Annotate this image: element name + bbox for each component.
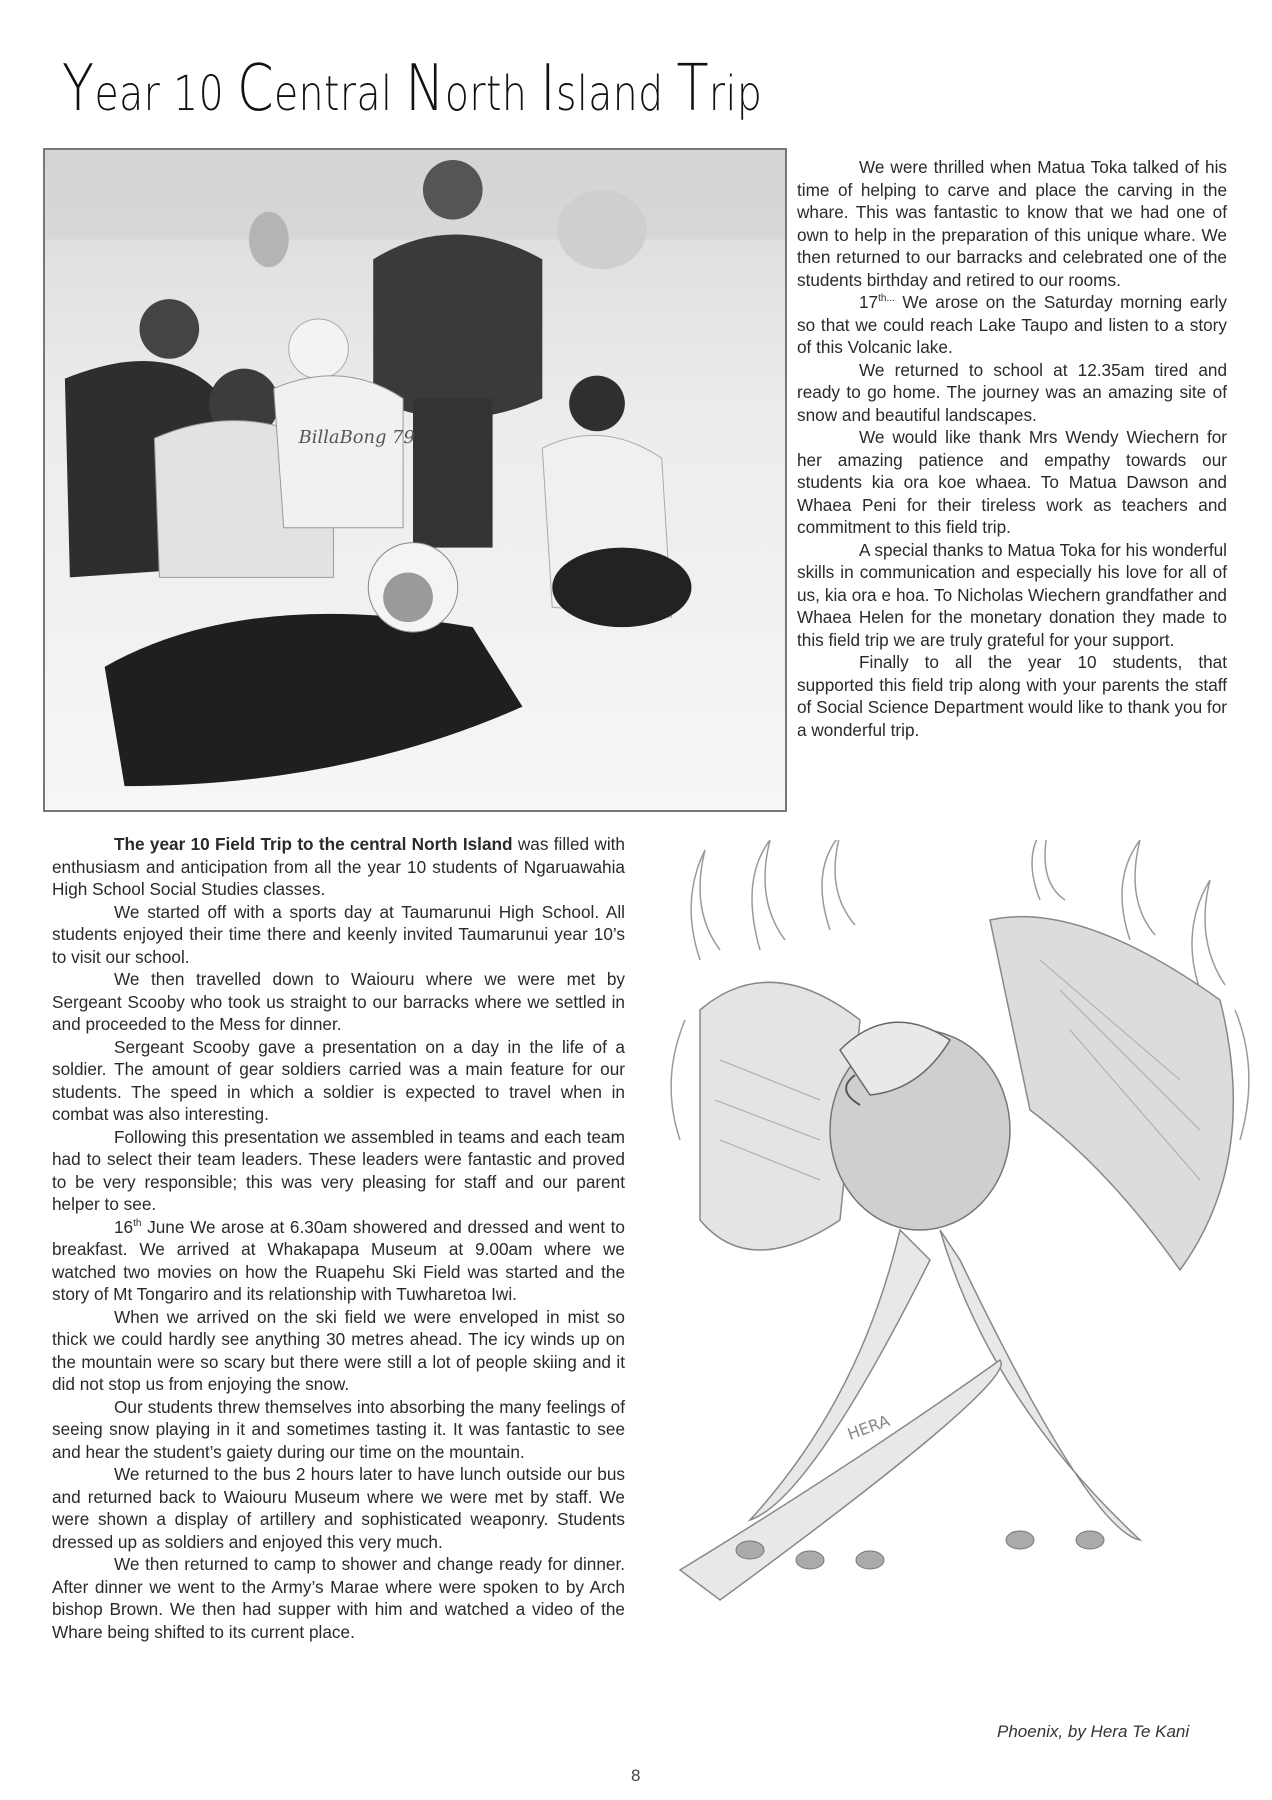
group-photo-snow bbox=[43, 148, 787, 812]
paragraph: We then returned to camp to shower and change ready for dinner. After dinner we went to the Army’s Marae where were spoken to by Arch bishop Brown. We then had supper with him and watched a video of the Whare being shifted to its current place. bbox=[52, 1554, 625, 1642]
paragraph: We returned to school at 12.35am tired and ready to go home. The journey was an amazing site of snow and beautiful landscapes. bbox=[797, 359, 1227, 425]
day-suffix: th... bbox=[878, 293, 895, 304]
paragraph bbox=[52, 833, 625, 901]
day-suffix: th bbox=[133, 1217, 142, 1229]
paragraph bbox=[797, 291, 1227, 359]
day-number: 16 bbox=[114, 1216, 134, 1237]
paragraph: We then travelled down to Waiouru where we were met by Sergeant Scooby who took us straight to our barracks where we settled in and proceeded to the Mess for dinner. bbox=[52, 969, 625, 1034]
paragraph: Following this presentation we assembled in teams and each team had to select their team leaders. These leaders were fantastic and proved to be very responsible; this was very pleasing for staff and our parent helper to see. bbox=[52, 1126, 625, 1214]
page-number: 8 bbox=[631, 1766, 641, 1785]
drawing-caption: Phoenix, by Hera Te Kani bbox=[997, 1722, 1190, 1741]
right-column-text bbox=[797, 156, 1227, 741]
title-part: ear 10 bbox=[94, 66, 237, 122]
phoenix-drawing bbox=[660, 840, 1260, 1690]
title-part: entral bbox=[274, 66, 406, 122]
title-part: N bbox=[405, 52, 445, 126]
title-part: Y bbox=[62, 52, 95, 126]
drawing-signature: HERA bbox=[844, 1411, 893, 1444]
title-part: C bbox=[236, 52, 275, 126]
title-part: sland bbox=[555, 66, 677, 122]
paragraph: We were thrilled when Matua Toka talked of his time of helping to carve and place the carving in the whare. This was fantastic to know that we had one of own to help in the preparation of this unique whare. We then returned to our barracks and celebrated one of the students birthday and retired to our rooms. bbox=[797, 157, 1227, 290]
paragraph: When we arrived on the ski field we were enveloped in mist so thick we could hardly see anything 30 metres ahead. The icy winds up on the mountain were so scary but there were still a lot of people skiing and it did not stop us from enjoying the snow. bbox=[52, 1306, 625, 1394]
paragraph-text: We arose on the Saturday morning early so that we could reach Lake Taupo and listen to a story of this Volcanic lake. bbox=[797, 292, 1227, 357]
paragraph: We would like thank Mrs Wendy Wiechern for her amazing patience and empathy towards our students kia ora koe whaea. To Matua Dawson and Whaea Peni for their tireless work as teachers and commitment to this field trip. bbox=[797, 427, 1227, 537]
paragraph-text: was filled with enthusiasm and anticipation from all the year 10 students of Ngaruawahia High School Social Studies classes. bbox=[52, 834, 625, 899]
phoenix-illustration bbox=[660, 840, 1260, 1690]
paragraph-text: June We arose at 6.30am showered and dressed and went to breakfast. We arrived at Whakapapa Museum at 9.00am where we watched two movies on how the Ruapehu Ski Field was started and the story of Mt Tongariro and its relationship with Tuwharetoa Iwi. bbox=[52, 1216, 625, 1304]
title-part: orth bbox=[444, 66, 541, 122]
hoodie-print: BillaBong 79 bbox=[298, 427, 415, 449]
left-column-text bbox=[52, 833, 625, 1643]
paragraph: Our students threw themselves into absorbing the many feelings of seeing snow playing in it and sometimes tasting it. It was fantastic to see and hear the student’s gaiety during our time on the mountain. bbox=[52, 1396, 625, 1462]
title-part: I bbox=[540, 52, 556, 126]
title-part: T bbox=[676, 52, 709, 126]
photo-illustration bbox=[45, 150, 785, 810]
lead-in: The year 10 Field Trip to the central North Island bbox=[114, 834, 513, 854]
paragraph: Sergeant Scooby gave a presentation on a day in the life of a soldier. The amount of gear soldiers carried was a main feature for our students. The speed in which a soldier is expected to travel when in combat was also interesting. bbox=[52, 1036, 625, 1124]
day-number: 17 bbox=[859, 292, 879, 312]
paragraph: We returned to the bus 2 hours later to have lunch outside our bus and returned back to Waiouru Museum where we were met by staff. We were shown a display of artillery and sophisticated weaponry. Students dressed up as soldiers and enjoyed this very much. bbox=[52, 1464, 625, 1552]
paragraph: A special thanks to Matua Toka for his wonderful skills in communication and especially his love for all of us, kia ora e hoa. To Nicholas Wiechern grandfather and Whaea Helen for the monetary donation they made to this field trip we are truly grateful for your support. bbox=[797, 539, 1227, 650]
paragraph: We started off with a sports day at Taumarunui High School. All students enjoyed their time there and keenly invited Taumarunui year 10’s to visit our school. bbox=[52, 901, 625, 967]
title-part: rip bbox=[708, 66, 763, 122]
paragraph: Finally to all the year 10 students, that supported this field trip along with your parents the staff of Social Science Department would like to thank you for a wonderful trip. bbox=[797, 652, 1227, 740]
page-title bbox=[62, 52, 762, 126]
paragraph bbox=[52, 1216, 625, 1306]
